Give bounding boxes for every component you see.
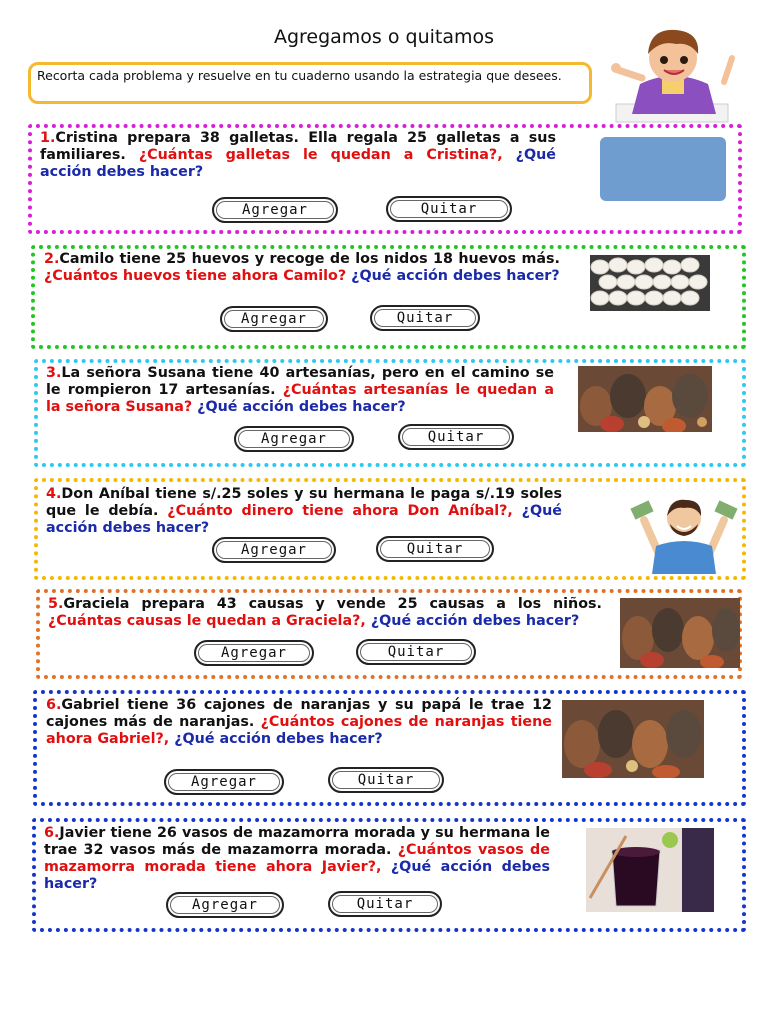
boy-reading-illustration: [598, 18, 748, 124]
problem-text-6: [46, 697, 552, 748]
add-button-7[interactable]: Agregar: [166, 892, 284, 918]
problem-number: 6.: [44, 825, 60, 841]
problem-statement: Camilo tiene 25 huevos y recoge de los nidos 18 huevos más.: [59, 251, 560, 267]
problem-statement: La señora Susana tiene 40 artesanías, pero en el camino se le rompieron 17 artesanías.: [46, 365, 554, 398]
problem-action-question: ¿Qué acción debes hacer?: [370, 613, 580, 629]
problem-question: ¿Cuántos huevos tiene ahora Camilo?: [44, 268, 347, 284]
problem-question: ¿Cuántos vasos de mazamorra morada tiene ahora Javier?,: [44, 842, 550, 875]
instruction-box: Recorta cada problema y resuelve en tu cuaderno usando la estrategia que desees.: [28, 62, 592, 104]
problem-question: ¿Cuántas causas le quedan a Graciela?,: [48, 613, 366, 629]
add-button-1[interactable]: Agregar: [212, 197, 338, 223]
problem-statement: Graciela prepara 43 causas y vende 25 causas a los niños.: [63, 596, 602, 612]
man-with-money-illustration: [630, 492, 738, 574]
problem-number: 3.: [46, 365, 62, 381]
problem-question: ¿Cuántos cajones de naranjas tiene ahora Gabriel?,: [46, 714, 553, 747]
problem-action-question: ¿Qué acción debes hacer?: [174, 731, 383, 747]
add-button-6[interactable]: Agregar: [164, 769, 284, 795]
problem-number: 2.: [44, 251, 60, 267]
problem-action-question: ¿Qué acción debes hacer?: [46, 503, 562, 536]
eggs-photo: [590, 255, 710, 311]
problem-text-4: [46, 486, 562, 537]
page-title: Agregamos o quitamos: [273, 26, 495, 48]
problem-action-question: ¿Qué acción debes hacer?: [44, 859, 550, 892]
problem-statement: Cristina prepara 38 galletas. Ella regala 25 galletas a sus familiares.: [40, 130, 556, 163]
problem-number: 1.: [40, 130, 56, 146]
remove-button-2[interactable]: Quitar: [370, 305, 480, 331]
remove-button-7[interactable]: Quitar: [328, 891, 442, 917]
remove-button-5[interactable]: Quitar: [356, 639, 476, 665]
purple-drink-photo: [586, 828, 714, 912]
problem-statement: Javier tiene 26 vasos de mazamorra morada y su hermana le trae 32 vasos más de mazamorra morada.: [44, 825, 550, 858]
pottery-photo-2: [620, 598, 740, 668]
problem-question: ¿Cuánto dinero tiene ahora Don Aníbal?,: [167, 503, 513, 519]
pottery-photo-3: [562, 700, 704, 778]
problem-number: 5.: [48, 596, 64, 612]
problem-number: 4.: [46, 486, 62, 502]
problem-text-1: [40, 130, 556, 181]
add-button-2[interactable]: Agregar: [220, 306, 328, 332]
problem-text-5: [48, 596, 602, 630]
remove-button-4[interactable]: Quitar: [376, 536, 494, 562]
problem-question: ¿Cuántas artesanías le quedan a la señora Susana?: [46, 382, 554, 415]
add-button-5[interactable]: Agregar: [194, 640, 314, 666]
blue-placeholder-box: [600, 137, 726, 201]
problem-action-question: ¿Qué acción debes hacer?: [351, 268, 560, 284]
problem-number: 6.: [46, 697, 62, 713]
problem-action-question: ¿Qué acción debes hacer?: [40, 147, 556, 180]
problem-statement: Don Aníbal tiene s/.25 soles y su hermana le paga s/.19 soles que le debía.: [46, 486, 562, 519]
problem-action-question: ¿Qué acción debes hacer?: [197, 399, 406, 415]
problem-text-2: [44, 251, 560, 285]
remove-button-3[interactable]: Quitar: [398, 424, 514, 450]
add-button-4[interactable]: Agregar: [212, 537, 336, 563]
pottery-photo: [578, 366, 712, 432]
remove-button-6[interactable]: Quitar: [328, 767, 444, 793]
problem-statement: Gabriel tiene 36 cajones de naranjas y su papá le trae 12 cajones más de naranjas.: [46, 697, 552, 730]
problem-text-7: [44, 825, 550, 893]
problem-question: ¿Cuántas galletas le quedan a Cristina?,: [138, 147, 503, 163]
add-button-3[interactable]: Agregar: [234, 426, 354, 452]
remove-button-1[interactable]: Quitar: [386, 196, 512, 222]
problem-text-3: [46, 365, 554, 416]
